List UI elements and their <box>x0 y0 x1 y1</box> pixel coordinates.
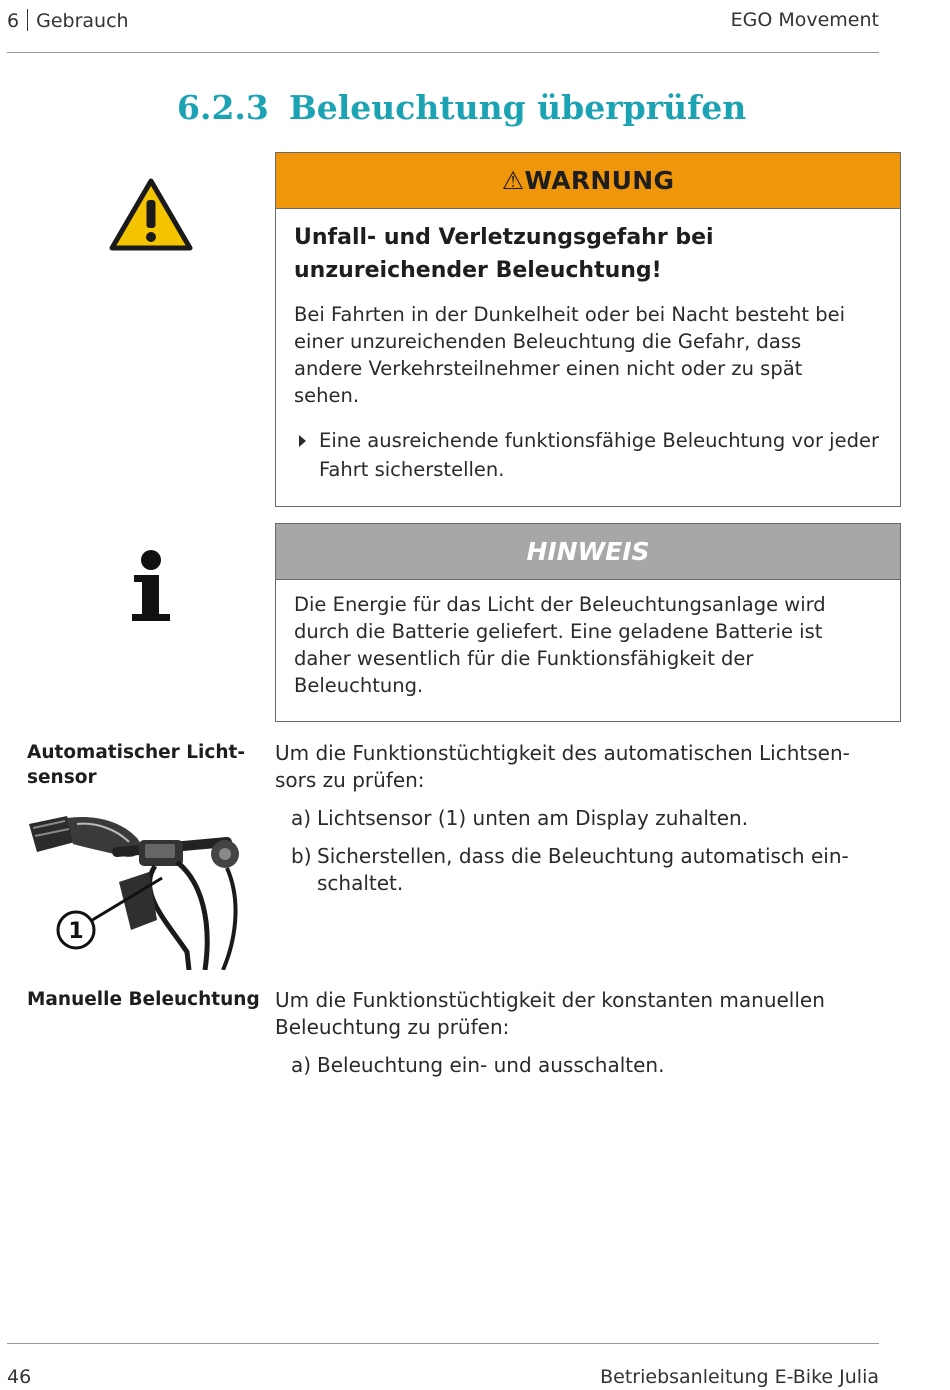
warning-triangle-icon <box>109 178 193 256</box>
notice-box <box>275 523 901 722</box>
auto-light-label-line1: Automatischer Licht- <box>27 742 246 763</box>
section-title <box>177 88 746 127</box>
header-rule <box>7 52 879 53</box>
step-item <box>291 843 891 897</box>
header-separator <box>27 9 28 31</box>
info-icon <box>130 550 172 626</box>
notice-header <box>276 524 900 580</box>
chapter-title: Gebrauch <box>36 10 129 32</box>
manual-light-intro-line2: Beleuchtung zu prüfen: <box>275 1015 510 1039</box>
warning-bullet-text: Eine ausreichende funktionsfähige Beleuchtung vor jeder Fahrt sicherstellen. <box>319 429 879 481</box>
warning-title-line1: Unfall- und Verletzungsgefahr bei <box>294 225 714 250</box>
warning-bullet <box>294 426 879 484</box>
chapter-number: 6 <box>7 10 20 32</box>
notice-body: Die Energie für das Licht der Beleuchtungsanlage wird durch die Batterie geliefert. Eine geladene Batterie ist daher wesentlich für die Funktionsfähigkeit der Beleuchtung. <box>294 593 826 697</box>
step-text <box>317 843 849 897</box>
step-text-line2: schaltet. <box>317 871 404 895</box>
step-text-line1: Sicherstellen, dass die Beleuchtung automatisch ein- <box>317 844 849 868</box>
step-item <box>291 805 891 832</box>
warning-box <box>275 152 901 507</box>
page-number: 46 <box>7 1366 32 1388</box>
footer-doc-title: Betriebsanleitung E-Bike Julia <box>600 1366 879 1388</box>
auto-light-label-line2: sensor <box>27 767 97 788</box>
handlebar-illustration <box>27 812 255 974</box>
auto-light-intro <box>275 740 895 794</box>
step-label: a) <box>291 806 312 830</box>
callout-number: 1 <box>68 919 84 944</box>
manual-light-steps <box>291 1052 891 1079</box>
warning-header <box>276 153 900 209</box>
auto-light-steps <box>291 805 891 897</box>
triangle-bullet-icon <box>299 435 306 447</box>
step-text: Beleuchtung ein- und ausschalten. <box>317 1053 665 1077</box>
notice-heading: HINWEIS <box>526 537 650 566</box>
page-header-chapter <box>7 9 129 32</box>
step-label: a) <box>291 1053 312 1077</box>
auto-light-intro-line1: Um die Funktionstüchtigkeit des automatischen Lichtsen- <box>275 741 850 765</box>
warning-title-line2: unzureichender Beleuchtung! <box>294 258 662 283</box>
manual-light-label: Manuelle Beleuchtung <box>27 989 260 1010</box>
header-brand: EGO Movement <box>730 9 879 31</box>
warning-heading: ⚠WARNUNG <box>501 166 675 195</box>
warning-body: Bei Fahrten in der Dunkelheit oder bei Nacht besteht bei einer unzureichenden Beleuchtung die Gefahr, dass andere Verkehrsteilnehmer einen nicht oder zu spät sehen. <box>294 303 846 407</box>
warning-title <box>294 221 882 287</box>
manual-light-intro <box>275 987 895 1041</box>
auto-light-label <box>27 740 245 790</box>
section-heading: Beleuchtung überprüfen <box>288 88 747 127</box>
section-number: 6.2.3 <box>177 88 269 127</box>
step-text: Lichtsensor (1) unten am Display zuhalten. <box>317 806 749 830</box>
step-label: b) <box>291 844 312 868</box>
auto-light-intro-line2: sors zu prüfen: <box>275 768 425 792</box>
step-item <box>291 1052 891 1079</box>
manual-light-intro-line1: Um die Funktionstüchtigkeit der konstanten manuellen <box>275 988 825 1012</box>
footer-rule <box>7 1343 879 1344</box>
